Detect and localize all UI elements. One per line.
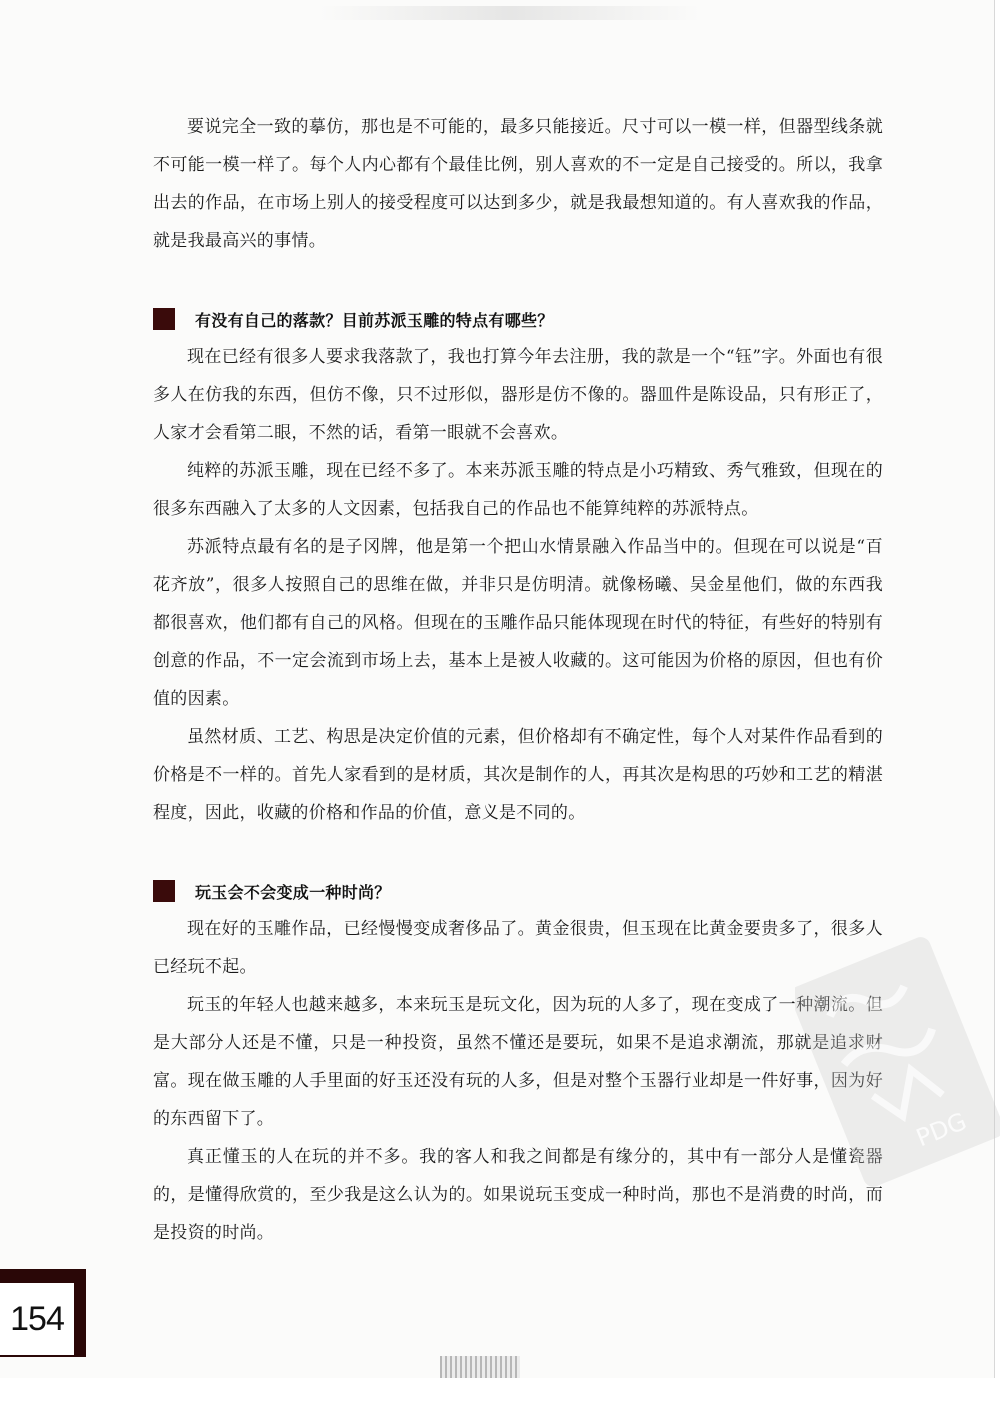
- heading-marker-icon: [153, 880, 175, 902]
- scan-smudge: [320, 6, 700, 20]
- section-heading: [153, 300, 883, 338]
- section-fashion: [153, 872, 883, 1252]
- paragraph: 现在好的玉雕作品，已经慢慢变成奢侈品了。黄金很贵，但玉现在比黄金要贵多了，很多人已经玩不起。: [153, 919, 883, 977]
- scan-margin: [0, 1378, 1000, 1425]
- paragraph: 真正懂玉的人在玩的并不多。我的客人和我之间都是有缘分的，其中有一部分人是懂瓷器的，是懂得欣赏的，至少我是这么认为的。如果说玩玉变成一种时尚，那也不是消费的时尚，而是投资的时尚。: [153, 1147, 883, 1243]
- paragraph: 苏派特点最有名的是子冈牌，他是第一个把山水情景融入作品当中的。但现在可以说是“百花齐放”，很多人按照自己的思维在做，并非只是仿明清。就像杨曦、吴金星他们，做的东西我都很喜欢，他们都有自己的风格。但现在的玉雕作品只能体现现在时代的特征，有些好的特别有创意的作品，不一定会流到市场上去，基本上是被人收藏的。这可能因为价格的原因，但也有价值的因素。: [153, 537, 883, 709]
- page-number-inner: [0, 1283, 74, 1355]
- page-number-box: [0, 1269, 86, 1357]
- paragraph: 纯粹的苏派玉雕，现在已经不多了。本来苏派玉雕的特点是小巧精致、秀气雅致，但现在的很多东西融入了太多的人文因素，包括我自己的作品也不能算纯粹的苏派特点。: [153, 461, 883, 519]
- section-question: 有没有自己的落款？目前苏派玉雕的特点有哪些？: [195, 310, 554, 330]
- heading-marker-icon: [153, 308, 175, 330]
- page-content: [153, 108, 883, 1292]
- section-signature: [153, 300, 883, 832]
- watermark-text: PDG: [912, 1107, 971, 1153]
- page-number: 154: [10, 1299, 64, 1338]
- watermark-stamp-icon: [795, 935, 1000, 1205]
- paragraph: 玩玉的年轻人也越来越多，本来玩玉是玩文化，因为玩的人多了，现在变成了一种潮流。但是大部分人还是不懂，只是一种投资，虽然不懂还是要玩，如果不是追求潮流，那就是追求财富。现在做玉雕的人手里面的好玉还没有玩的人多，但是对整个玉器行业却是一件好事，因为好的东西留下了。: [153, 995, 883, 1129]
- binding-mark: [440, 1356, 520, 1378]
- paragraph: 现在已经有很多人要求我落款了，我也打算今年去注册，我的款是一个“钰”字。外面也有很多人在仿我的东西，但仿不像，只不过形似，器形是仿不像的。器皿件是陈设品，只有形正了，人家才会看第二眼，不然的话，看第一眼就不会喜欢。: [153, 347, 883, 443]
- section-question: 玩玉会不会变成一种时尚？: [195, 882, 391, 902]
- intro-paragraph: 要说完全一致的摹仿，那也是不可能的，最多只能接近。尺寸可以一模一样，但器型线条就不可能一模一样了。每个人内心都有个最佳比例，别人喜欢的不一定是自己接受的。所以，我拿出去的作品，在市场上别人的接受程度可以达到多少，就是我最想知道的。有人喜欢我的作品，就是我最高兴的事情。: [153, 117, 883, 251]
- paragraph: 虽然材质、工艺、构思是决定价值的元素，但价格却有不确定性，每个人对某件作品看到的价格是不一样的。首先人家看到的是材质，其次是制作的人，再其次是构思的巧妙和工艺的精湛程度，因此，收藏的价格和作品的价值，意义是不同的。: [153, 727, 883, 823]
- intro-block: [153, 108, 883, 260]
- section-heading: [153, 872, 883, 910]
